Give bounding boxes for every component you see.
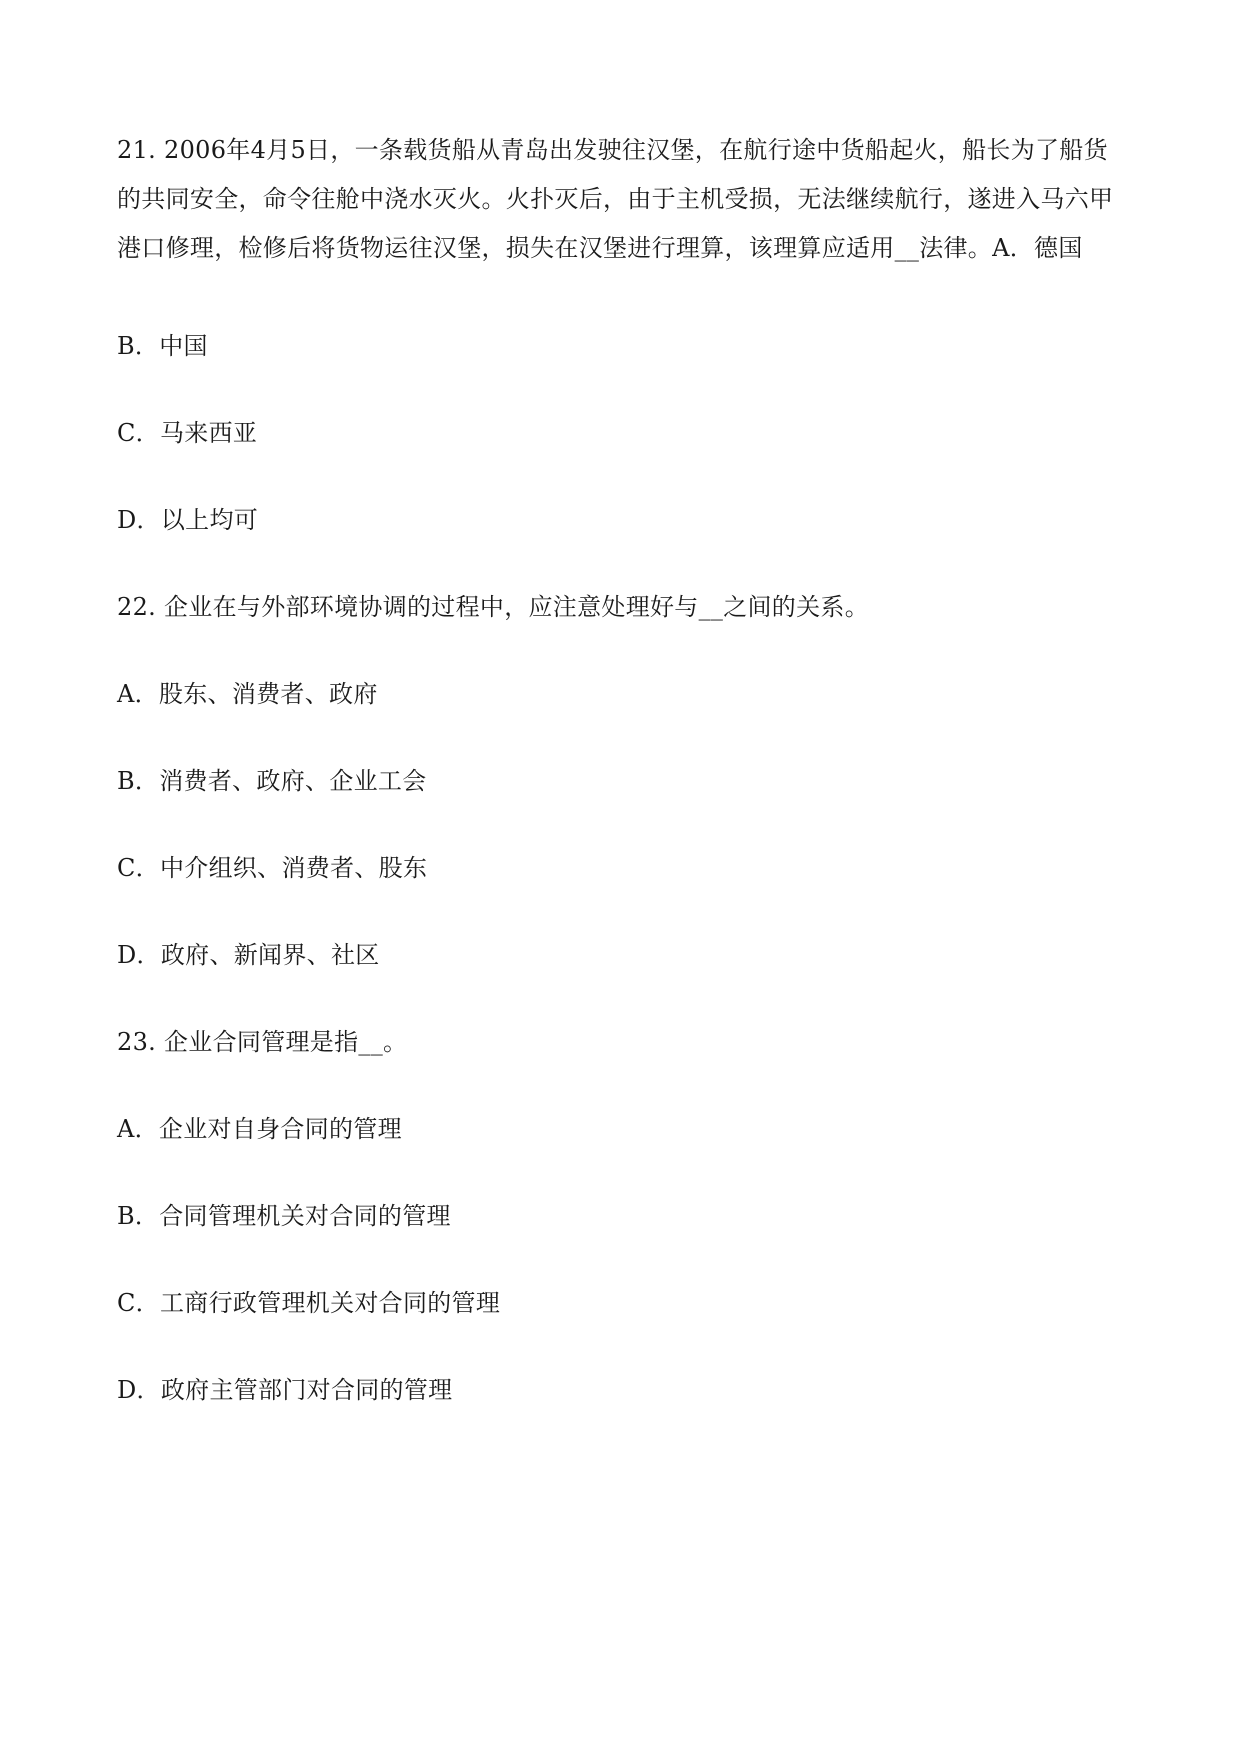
question-22-stem: 22. 企业在与外部环境协调的过程中，应注意处理好与__之间的关系。 — [117, 593, 869, 621]
question-21-option-c: C．马来西亚 — [117, 419, 258, 447]
question-21-option-b: B．中国 — [117, 332, 208, 360]
question-23-option-b: B．合同管理机关对合同的管理 — [117, 1202, 451, 1230]
question-23-option-d: D．政府主管部门对合同的管理 — [117, 1376, 453, 1404]
question-21-stem: 21. 2006年4月5日，一条载货船从青岛出发驶往汉堡，在航行途中货船起火，船长为了船货的共同安全，命令往舱中浇水灭火。火扑灭后，由于主机受损，无法继续航行，遂进入马六甲港口修理，检修后将货物运往汉堡，损失在汉堡进行理算，该理算应适用__法律。A．德国 — [117, 136, 1114, 262]
question-21-option-d: D．以上均可 — [117, 506, 259, 534]
question-23-option-c: C．工商行政管理机关对合同的管理 — [117, 1289, 501, 1317]
question-22-option-d: D．政府、新闻界、社区 — [117, 941, 380, 969]
question-23-stem: 23. 企业合同管理是指__。 — [117, 1028, 408, 1056]
question-22-option-b: B．消费者、政府、企业工会 — [117, 767, 427, 795]
question-22-option-a: A．股东、消费者、政府 — [117, 680, 378, 708]
question-22-option-c: C．中介组织、消费者、股东 — [117, 854, 428, 882]
question-23-option-a: A．企业对自身合同的管理 — [117, 1115, 402, 1143]
